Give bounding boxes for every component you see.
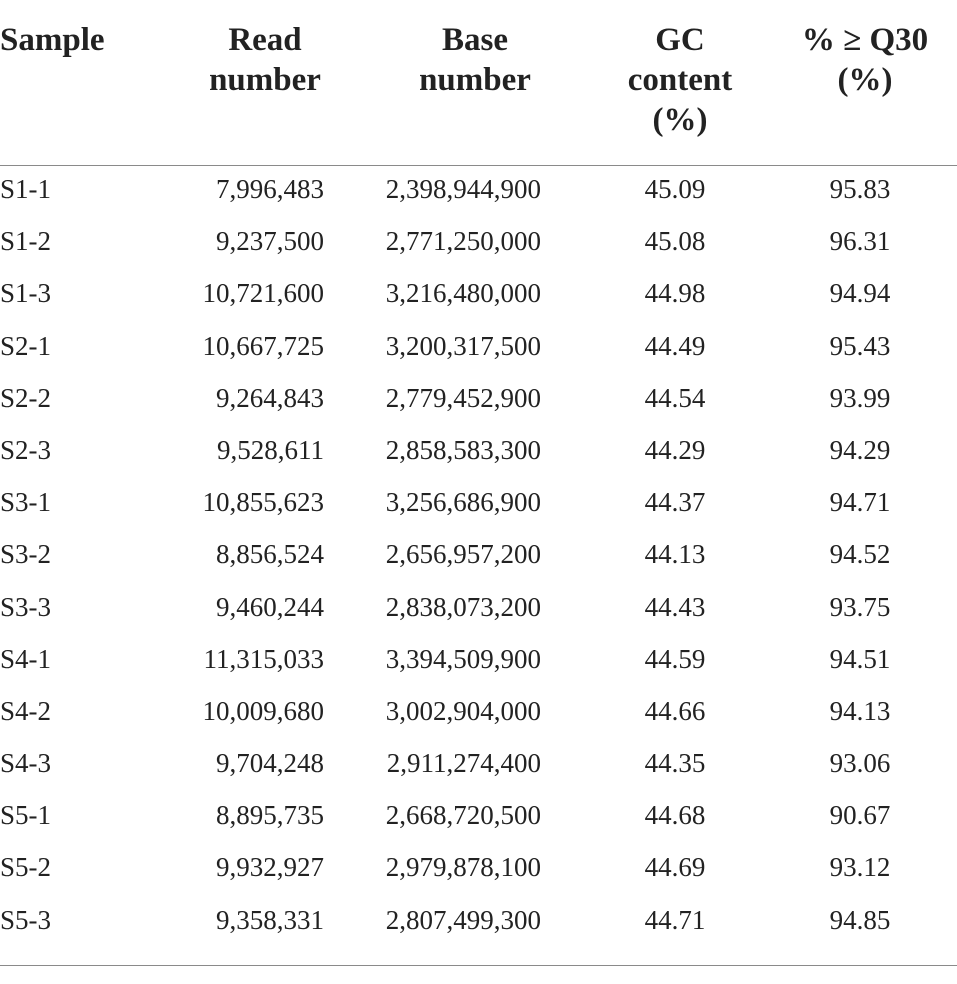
cell-base-number: 2,779,452,900 <box>385 382 541 413</box>
cell-read-number: 10,855,623 <box>202 487 324 518</box>
cell-read-number: 9,460,244 <box>216 591 324 622</box>
header-gc-line-1: GC <box>655 22 705 58</box>
cell-q30: 95.43 <box>829 330 891 361</box>
cell-sample: S4-1 <box>0 643 52 674</box>
cell-q30: 90.67 <box>829 800 891 831</box>
cell-base-number: 2,668,720,500 <box>385 800 541 831</box>
cell-read-number: 8,895,735 <box>216 800 324 831</box>
cell-read-number: 9,932,927 <box>216 852 324 883</box>
table-row <box>0 636 957 688</box>
cell-gc-content: 44.37 <box>644 487 706 518</box>
header-read-number <box>150 20 380 100</box>
cell-read-number: 11,315,033 <box>203 643 324 674</box>
cell-read-number: 10,721,600 <box>202 278 324 309</box>
cell-sample: S5-1 <box>0 800 52 831</box>
cell-gc-content: 44.66 <box>644 695 706 726</box>
cell-gc-content: 44.54 <box>644 382 706 413</box>
table-row <box>0 897 957 949</box>
cell-q30: 94.85 <box>829 904 891 935</box>
cell-read-number: 10,009,680 <box>202 695 324 726</box>
cell-gc-content: 45.08 <box>644 226 706 257</box>
bottom-divider <box>0 965 957 966</box>
header-q30-line-2: (%) <box>837 62 893 98</box>
header-sample-line: Sample <box>0 22 105 58</box>
cell-q30: 93.75 <box>829 591 891 622</box>
table-row <box>0 688 957 740</box>
cell-read-number: 9,237,500 <box>216 226 324 257</box>
cell-base-number: 3,002,904,000 <box>385 695 541 726</box>
cell-base-number: 2,911,274,400 <box>386 748 541 779</box>
cell-base-number: 3,256,686,900 <box>385 487 541 518</box>
table-header <box>0 0 957 165</box>
cell-sample: S3-2 <box>0 539 52 570</box>
cell-sample: S1-1 <box>0 174 52 204</box>
cell-base-number: 2,398,944,900 <box>385 174 541 204</box>
cell-gc-content: 44.59 <box>644 643 706 674</box>
cell-gc-content: 44.35 <box>644 748 706 779</box>
header-gc-line-3: (%) <box>652 102 708 138</box>
cell-sample: S2-2 <box>0 382 52 413</box>
cell-sample: S4-3 <box>0 748 52 779</box>
cell-q30: 93.06 <box>829 748 891 779</box>
header-base-line-2: number <box>419 62 531 98</box>
cell-sample: S3-3 <box>0 591 52 622</box>
table-row <box>0 375 957 427</box>
cell-q30: 95.83 <box>829 174 891 204</box>
table-row <box>0 479 957 531</box>
cell-gc-content: 44.43 <box>644 591 706 622</box>
cell-read-number: 9,704,248 <box>216 748 324 779</box>
cell-q30: 94.52 <box>829 539 891 570</box>
table-row <box>0 584 957 636</box>
cell-gc-content: 44.29 <box>644 434 706 465</box>
table-row <box>0 323 957 375</box>
cell-base-number: 2,771,250,000 <box>385 226 541 257</box>
header-gc-line-2: content <box>627 62 733 98</box>
cell-q30: 94.51 <box>829 643 891 674</box>
cell-q30: 96.31 <box>829 226 891 257</box>
cell-base-number: 3,216,480,000 <box>385 278 541 309</box>
cell-sample: S2-1 <box>0 330 52 361</box>
cell-gc-content: 45.09 <box>644 174 706 204</box>
table-row <box>0 792 957 844</box>
table-row <box>0 844 957 896</box>
cell-read-number: 9,528,611 <box>217 434 324 465</box>
cell-read-number: 8,856,524 <box>216 539 324 570</box>
cell-read-number: 9,358,331 <box>216 904 324 935</box>
cell-gc-content: 44.49 <box>644 330 706 361</box>
cell-gc-content: 44.13 <box>644 539 706 570</box>
table-row <box>0 218 957 270</box>
table-row <box>0 531 957 583</box>
cell-base-number: 2,838,073,200 <box>385 591 541 622</box>
table-row <box>0 740 957 792</box>
cell-gc-content: 44.98 <box>644 278 706 309</box>
cell-base-number: 2,656,957,200 <box>385 539 541 570</box>
cell-q30: 94.13 <box>829 695 891 726</box>
header-q30-line-1: % ≥ Q30 <box>801 22 929 58</box>
cell-sample: S5-2 <box>0 852 52 883</box>
cell-gc-content: 44.71 <box>644 904 706 935</box>
cell-sample: S1-2 <box>0 226 52 257</box>
cell-base-number: 2,807,499,300 <box>385 904 541 935</box>
header-read-line-1: Read <box>228 22 302 58</box>
cell-base-number: 3,200,317,500 <box>385 330 541 361</box>
cell-q30: 93.99 <box>829 382 891 413</box>
cell-q30: 93.12 <box>829 852 891 883</box>
table-row <box>0 166 957 218</box>
cell-sample: S5-3 <box>0 904 52 935</box>
table-row <box>0 270 957 322</box>
cell-base-number: 2,979,878,100 <box>385 852 541 883</box>
cell-gc-content: 44.69 <box>644 852 706 883</box>
header-q30 <box>760 20 957 100</box>
header-read-line-2: number <box>209 62 321 98</box>
cell-read-number: 10,667,725 <box>202 330 324 361</box>
cell-gc-content: 44.68 <box>644 800 706 831</box>
header-base-number <box>360 20 590 100</box>
cell-sample: S1-3 <box>0 278 52 309</box>
table-body <box>0 166 957 949</box>
cell-q30: 94.29 <box>829 434 891 465</box>
table-row <box>0 427 957 479</box>
cell-read-number: 9,264,843 <box>216 382 324 413</box>
cell-q30: 94.94 <box>829 278 891 309</box>
cell-base-number: 3,394,509,900 <box>385 643 541 674</box>
cell-sample: S3-1 <box>0 487 52 518</box>
header-base-line-1: Base <box>442 22 508 58</box>
cell-base-number: 2,858,583,300 <box>385 434 541 465</box>
cell-read-number: 7,996,483 <box>216 174 324 204</box>
cell-sample: S2-3 <box>0 434 52 465</box>
cell-sample: S4-2 <box>0 695 52 726</box>
cell-q30: 94.71 <box>829 487 891 518</box>
